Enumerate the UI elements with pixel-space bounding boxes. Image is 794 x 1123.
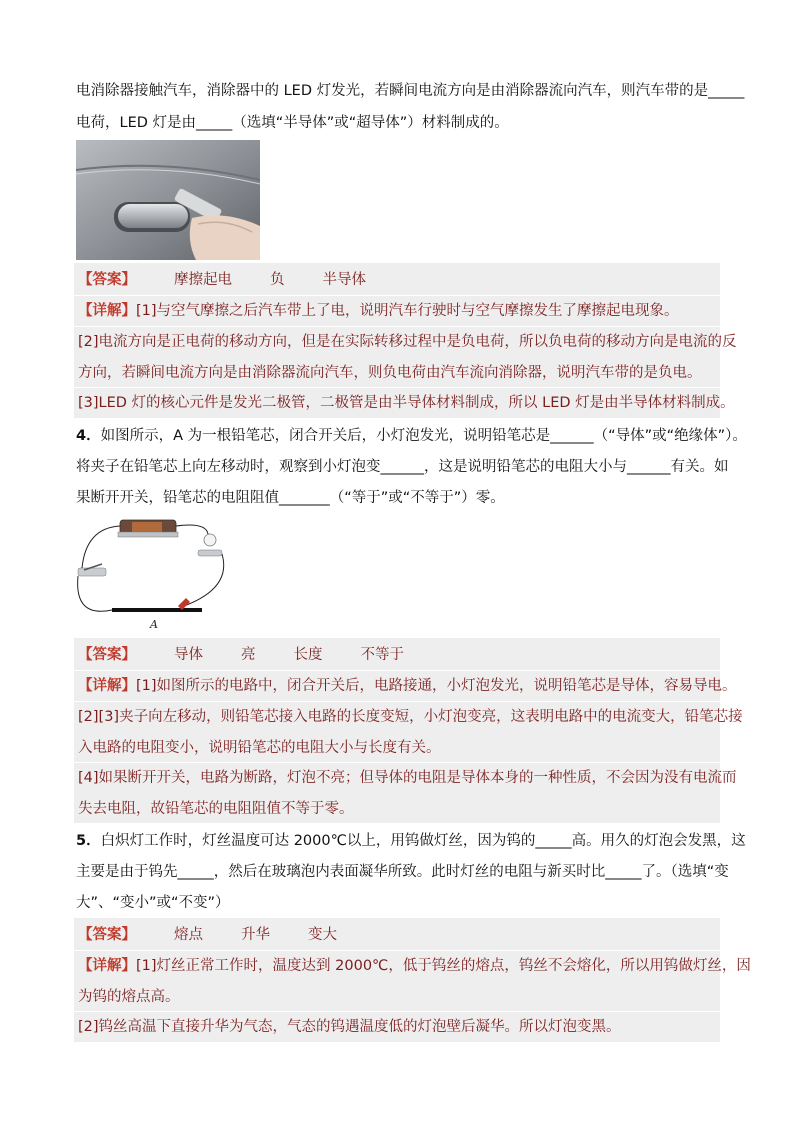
q4-answer-4: 不等于 <box>360 647 404 663</box>
q3-answer-1: 摩擦起电 <box>174 272 232 288</box>
car-door-illustration <box>76 140 260 260</box>
q4-detail-band-3 <box>74 763 737 823</box>
q4-answer-1: 导体 <box>174 647 203 663</box>
q3-text-line2: 电荷，LED 灯是由_____（选填“半导体”或“超导体”）材料制成的。 <box>76 115 509 131</box>
q3-answer-band <box>74 263 720 295</box>
q4-detail-3a: [4]如果断开开关，电路为断路，灯泡不亮；但导体的电阻是导体本身的一种性质，不会因为没有电流而 <box>78 770 737 786</box>
q5-detail-band-2 <box>74 1012 720 1042</box>
q4-text-line1: 4．如图所示，A 为一根铅笔芯，闭合开关后，小灯泡发光，说明铅笔芯是______（“导体”或“绝缘体”）。 <box>76 428 747 444</box>
q3-text-line1: 电消除器接触汽车，消除器中的 LED 灯发光，若瞬间电流方向是由消除器流向汽车，则汽车带的是_____ <box>76 83 745 99</box>
detail-tag: 【详解】 <box>78 303 136 319</box>
q5-answer-band <box>74 918 720 950</box>
q4-number: 4． <box>76 428 101 444</box>
q4-detail-1: [1]如图所示的电路中，闭合开关后，电路接通，小灯泡发光，说明铅笔芯是导体，容易导电。 <box>136 678 737 694</box>
q5-text-line3: 大”、“变小”或“不变”） <box>76 895 230 911</box>
q5-answer-3: 变大 <box>308 927 337 943</box>
q3-detail-band-1 <box>74 296 720 326</box>
q3-detail-3: [3]LED 灯的核心元件是发光二极管，二极管是由半导体材料制成，所以 LED 灯是由半导体材料制成。 <box>78 395 735 411</box>
q3-answer-2: 负 <box>270 272 285 288</box>
q3-detail-band-2 <box>74 327 737 387</box>
q4-answer-band <box>74 638 720 670</box>
q4-text-line2: 将夹子在铅笔芯上向左移动时，观察到小灯泡变______，这是说明铅笔芯的电阻大小与______有关。如 <box>76 459 729 475</box>
q5-detail-1b: 为钨的熔点高。 <box>78 989 180 1005</box>
q5-text-line1: 5．白炽灯工作时，灯丝温度可达 2000℃以上，用钨做灯丝，因为钨的_____高。用久的灯泡会发黑，这 <box>76 833 746 849</box>
bulb-icon <box>204 534 216 546</box>
q3-detail-2a: [2]电流方向是正电荷的移动方向，但是在实际转移过程中是负电荷，所以负电荷的移动方向是电流的反 <box>78 334 737 350</box>
q3-detail-2b: 方向，若瞬间电流方向是由消除器流向汽车，则负电荷由汽车流向消除器，说明汽车带的是负电。 <box>78 365 702 381</box>
answer-tag: 【答案】 <box>78 927 136 943</box>
q4-detail-2b: 入电路的电阻变小，说明铅笔芯的电阻大小与长度有关。 <box>78 740 441 756</box>
figure-label-a: A <box>150 618 158 631</box>
q3-answer-3: 半导体 <box>322 272 366 288</box>
circuit-diagram <box>74 518 234 634</box>
circuit-illustration <box>74 518 234 634</box>
q5-detail-2: [2]钨丝高温下直接升华为气态，气态的钨遇温度低的灯泡壁后凝华。所以灯泡变黑。 <box>78 1019 621 1035</box>
answer-tag: 【答案】 <box>78 272 136 288</box>
q3-detail-band-3 <box>74 388 735 418</box>
q4-detail-2a: [2][3]夹子向左移动，则铅笔芯接入电路的长度变短，小灯泡变亮，这表明电路中的电流变大，铅笔芯接 <box>78 709 743 725</box>
q5-answer-2: 升华 <box>241 927 270 943</box>
q4-detail-3b: 失去电阻，故铅笔芯的电阻阻值不等于零。 <box>78 801 354 817</box>
q3-detail-1: [1]与空气摩擦之后汽车带上了电，说明汽车行驶时与空气摩擦发生了摩擦起电现象。 <box>136 303 679 319</box>
q5-detail-band-1 <box>74 951 751 1011</box>
car-door-photo <box>76 140 260 260</box>
q4-answer-3: 长度 <box>293 647 323 663</box>
pencil-lead <box>112 608 202 612</box>
switch-icon <box>78 568 106 576</box>
q4-detail-band-2 <box>74 702 743 762</box>
answer-tag: 【答案】 <box>78 647 136 663</box>
q4-text-line3: 果断开开关，铅笔芯的电阻阻值_______（“等于”或“不等于”）零。 <box>76 490 505 506</box>
q4-detail-band-1 <box>74 671 737 701</box>
detail-tag: 【详解】 <box>78 678 136 694</box>
q5-text-line2: 主要是由于钨先_____，然后在玻璃泡内表面凝华所致。此时灯丝的电阻与新买时比_____了。（选填“变 <box>76 864 729 880</box>
q4-answer-2: 亮 <box>241 647 256 663</box>
q5-detail-1a: [1]灯丝正常工作时，温度达到 2000℃，低于钨丝的熔点，钨丝不会熔化，所以用钨做灯丝，因 <box>136 958 751 974</box>
q5-number: 5． <box>76 833 101 849</box>
q5-answer-1: 熔点 <box>174 927 203 943</box>
detail-tag: 【详解】 <box>78 958 136 974</box>
